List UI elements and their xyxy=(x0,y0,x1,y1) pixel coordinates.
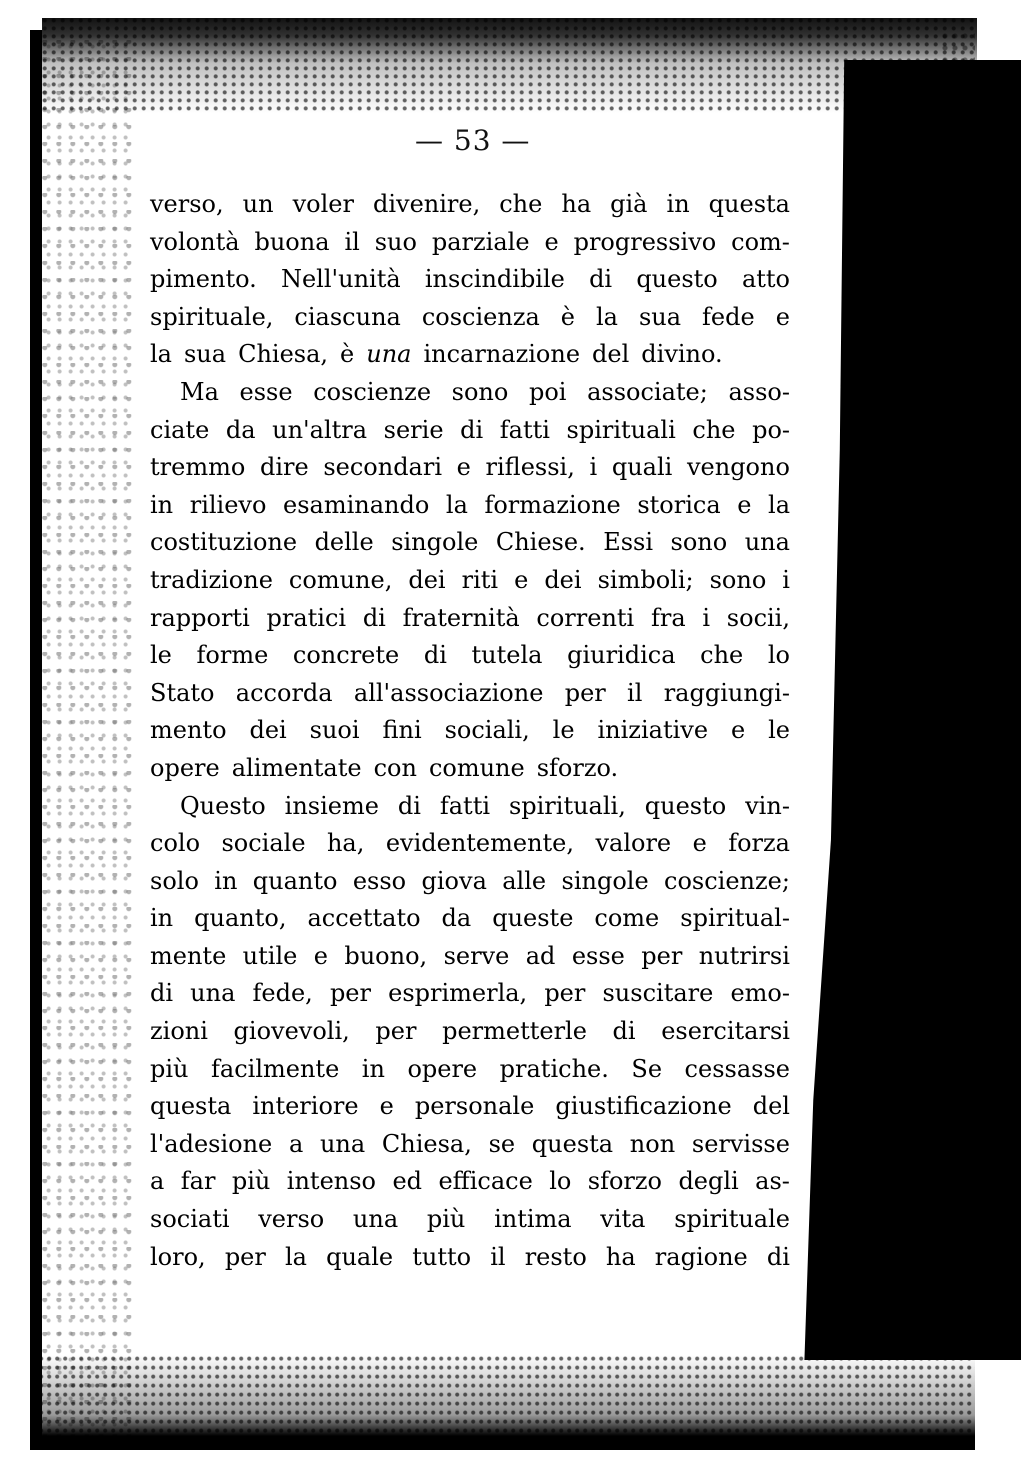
word: inscindibile xyxy=(424,265,565,294)
word: spirituale xyxy=(674,1205,790,1234)
word: lo xyxy=(549,1167,572,1196)
word: per xyxy=(329,979,371,1008)
word: riflessi, xyxy=(485,453,575,482)
word: da xyxy=(441,904,472,933)
word: Essi xyxy=(603,528,654,557)
word: che xyxy=(499,190,543,218)
word: quanto, xyxy=(194,904,287,933)
word: esse xyxy=(239,377,293,406)
word: costituzione xyxy=(150,528,298,557)
text-line xyxy=(150,1201,790,1239)
text-line xyxy=(150,449,790,487)
word: comune xyxy=(428,753,525,782)
word: che xyxy=(692,415,736,444)
word: riti xyxy=(461,565,499,594)
word: di xyxy=(766,1242,790,1271)
word: ed xyxy=(392,1167,423,1196)
word: mento xyxy=(150,716,227,745)
word: è xyxy=(340,340,355,369)
body-text xyxy=(150,186,790,1276)
word: dei xyxy=(249,716,287,745)
word: vengono xyxy=(686,453,790,482)
word: nutrirsi xyxy=(698,941,790,970)
word: dei xyxy=(408,565,446,594)
word: già xyxy=(610,190,648,218)
word: singole xyxy=(391,528,479,557)
word: questa xyxy=(150,1092,232,1121)
word: tremmo xyxy=(150,453,246,482)
text-line xyxy=(150,1013,790,1051)
word: per xyxy=(224,1242,266,1271)
word: la xyxy=(445,490,468,519)
word: sociali, xyxy=(444,716,530,745)
word: alimentate xyxy=(231,753,362,782)
italic-word: una xyxy=(366,340,412,369)
word: ha xyxy=(561,190,592,218)
word: serie xyxy=(383,415,444,444)
word: pratiche. xyxy=(499,1054,609,1083)
word: mente xyxy=(150,941,227,970)
word: iniziative xyxy=(597,716,709,745)
word: quale xyxy=(326,1242,394,1271)
word: spirituale, xyxy=(150,302,274,331)
word: poi xyxy=(528,377,567,406)
word: ciate xyxy=(150,415,210,444)
word: più xyxy=(150,1054,189,1083)
word: questa xyxy=(531,1129,614,1158)
word: permetterle xyxy=(442,1017,587,1046)
word: cessasse xyxy=(684,1054,790,1083)
word: per xyxy=(375,1017,417,1046)
word: comune, xyxy=(288,565,393,594)
word: i xyxy=(702,603,711,632)
word: verso, xyxy=(150,190,224,218)
word: la xyxy=(150,340,172,369)
word: un'altra xyxy=(272,415,368,444)
word: singole xyxy=(561,866,649,895)
word: forme xyxy=(196,641,269,670)
word: sono xyxy=(709,565,767,594)
word: le xyxy=(150,641,172,670)
word: progressivo xyxy=(573,227,717,256)
word: sono xyxy=(451,377,509,406)
word: fini xyxy=(382,716,422,745)
word: solo xyxy=(150,866,199,895)
word: la xyxy=(284,1242,307,1271)
word: interiore xyxy=(252,1092,359,1121)
word: alle xyxy=(502,866,547,895)
scan-shadow-left xyxy=(30,30,42,1450)
word: una xyxy=(352,1205,399,1234)
text-line xyxy=(150,1239,790,1277)
word: del xyxy=(752,1092,790,1121)
word: esse xyxy=(571,941,625,970)
word: per xyxy=(544,979,586,1008)
text-line xyxy=(150,1051,790,1089)
word: incarnazione xyxy=(423,340,581,369)
word: suo xyxy=(374,227,417,256)
word: pratici xyxy=(266,603,347,632)
scan-shadow-top xyxy=(42,18,977,113)
word: delle xyxy=(314,528,374,557)
word: è xyxy=(560,302,575,331)
word: coscienza xyxy=(421,302,540,331)
word: in xyxy=(666,190,690,218)
text-line xyxy=(150,675,790,713)
word: vita xyxy=(600,1205,646,1234)
word: e xyxy=(313,941,328,970)
word: as- xyxy=(755,1167,790,1196)
word: ciascuna xyxy=(294,302,401,331)
word: spirituali, xyxy=(508,791,626,820)
word: di xyxy=(423,641,447,670)
word: e xyxy=(514,565,529,594)
text-line xyxy=(150,261,790,299)
word: divino. xyxy=(641,340,723,369)
word: più xyxy=(231,1167,271,1196)
word: tutela xyxy=(471,641,543,670)
word: e xyxy=(737,490,752,519)
word: pimento. xyxy=(150,265,257,294)
text-line xyxy=(150,224,790,262)
word: loro, xyxy=(150,1242,206,1271)
word: fede xyxy=(702,302,755,331)
word: le xyxy=(768,716,790,745)
word: giustificazione xyxy=(555,1092,732,1121)
word: raggiungi- xyxy=(663,678,790,707)
scan-shadow-bottom xyxy=(30,1355,975,1450)
word: ad xyxy=(525,941,556,970)
word: Stato xyxy=(150,678,215,707)
scan-shadow-right xyxy=(800,60,1021,1360)
word: lo xyxy=(767,641,790,670)
word: il xyxy=(627,678,643,707)
word: come xyxy=(594,904,660,933)
word: zioni xyxy=(150,1017,208,1046)
word: far xyxy=(180,1167,216,1196)
word: parziale xyxy=(431,227,530,256)
word: accorda xyxy=(235,678,333,707)
text-line xyxy=(150,750,790,788)
text-line xyxy=(150,374,790,412)
word: esprimerla, xyxy=(388,979,528,1008)
word: buono, xyxy=(344,941,428,970)
word: i xyxy=(589,453,598,482)
word: dire xyxy=(259,453,309,482)
word: intenso xyxy=(286,1167,376,1196)
word: Chiesa, xyxy=(238,340,329,369)
word: esercitarsi xyxy=(661,1017,790,1046)
word: ha, xyxy=(326,829,365,858)
word: di xyxy=(150,979,174,1008)
word: il xyxy=(344,227,360,256)
word: le xyxy=(552,716,575,745)
word: accettato xyxy=(307,904,421,933)
word: tradizione xyxy=(150,565,273,594)
word: in xyxy=(361,1054,385,1083)
word: Nell'unità xyxy=(280,265,401,294)
word: e xyxy=(692,829,707,858)
word: buona xyxy=(254,227,330,256)
word: e xyxy=(544,227,559,256)
word: sforzo xyxy=(587,1167,662,1196)
text-line xyxy=(150,1088,790,1126)
word: i xyxy=(782,565,790,594)
word: un xyxy=(242,190,274,218)
text-line xyxy=(150,788,790,826)
word: di xyxy=(460,415,484,444)
word: da xyxy=(225,415,256,444)
word: a xyxy=(288,1129,304,1158)
word: se xyxy=(488,1129,516,1158)
word: giuridica xyxy=(567,641,676,670)
word: simboli; xyxy=(597,565,694,594)
word: sociati xyxy=(150,1205,230,1234)
word: opere xyxy=(150,753,220,782)
word: fede, xyxy=(252,979,313,1008)
word: e xyxy=(456,453,471,482)
text-line xyxy=(150,524,790,562)
word: Se xyxy=(631,1054,663,1083)
word: fraternità xyxy=(402,603,520,632)
word: sua xyxy=(638,302,682,331)
word: quanto xyxy=(252,866,338,895)
word: con xyxy=(373,753,417,782)
word: personale xyxy=(414,1092,535,1121)
word: e xyxy=(775,302,790,331)
word: per xyxy=(641,941,683,970)
scan-speckle-right xyxy=(940,30,975,730)
word: una xyxy=(744,528,790,557)
word: esaminando xyxy=(283,490,430,519)
text-line xyxy=(150,186,790,224)
word: tutto xyxy=(412,1242,472,1271)
word: atto xyxy=(741,265,790,294)
word: concrete xyxy=(292,641,400,670)
text-line xyxy=(150,938,790,976)
scan-speckle-left xyxy=(42,40,132,1450)
word: fra xyxy=(650,603,686,632)
word: di xyxy=(612,1017,636,1046)
word: divenire, xyxy=(372,190,481,218)
word: evidentemente, xyxy=(385,829,575,858)
word: di xyxy=(362,603,386,632)
word: del xyxy=(592,340,630,369)
word: in xyxy=(150,904,174,933)
word: sociale xyxy=(221,829,306,858)
word: coscienze xyxy=(313,377,432,406)
text-line xyxy=(150,299,790,337)
word: correnti xyxy=(536,603,635,632)
word: Chiesa, xyxy=(381,1129,472,1158)
word: formazione xyxy=(484,490,621,519)
word: efficace xyxy=(438,1167,533,1196)
word: Ma xyxy=(180,377,219,406)
word: Chiese. xyxy=(495,528,586,557)
word: Questo xyxy=(180,791,266,820)
word: suoi xyxy=(309,716,360,745)
word: per xyxy=(564,678,606,707)
word: suscitare xyxy=(602,979,714,1008)
text-line xyxy=(150,1163,790,1201)
word: serve xyxy=(443,941,510,970)
text-line xyxy=(150,712,790,750)
text-line xyxy=(150,562,790,600)
word: di xyxy=(397,791,421,820)
word: e xyxy=(730,716,746,745)
word: fatti xyxy=(499,415,550,444)
word: questa xyxy=(708,190,790,218)
word: esso xyxy=(352,866,407,895)
text-line xyxy=(150,600,790,638)
word: il xyxy=(490,1242,506,1271)
word: questo xyxy=(644,791,727,820)
text-line xyxy=(150,825,790,863)
word: storica xyxy=(637,490,721,519)
word: l'adesione xyxy=(150,1129,273,1158)
text-line xyxy=(150,1126,790,1164)
page-number: — 53 — xyxy=(415,124,531,157)
word: sua xyxy=(183,340,227,369)
word: in xyxy=(150,490,174,519)
word: com- xyxy=(731,227,790,256)
word: fatti xyxy=(439,791,491,820)
word: intima xyxy=(494,1205,572,1234)
word: voler xyxy=(292,190,354,218)
word: utile xyxy=(242,941,298,970)
word: spiritual- xyxy=(680,904,790,933)
word: secondari xyxy=(323,453,443,482)
word: servisse xyxy=(691,1129,790,1158)
word: in xyxy=(214,866,238,895)
word: ragione xyxy=(654,1242,748,1271)
word: vin- xyxy=(745,791,790,820)
word: non xyxy=(629,1129,676,1158)
word: questo xyxy=(636,265,718,294)
word: una xyxy=(319,1129,366,1158)
word: spirituali xyxy=(566,415,676,444)
word: più xyxy=(426,1205,466,1234)
word: a xyxy=(150,1167,165,1196)
word: emo- xyxy=(730,979,790,1008)
word: la xyxy=(768,490,790,519)
word: giova xyxy=(421,866,487,895)
text-line xyxy=(150,863,790,901)
text-line xyxy=(150,336,790,374)
text-line xyxy=(150,637,790,675)
word: di xyxy=(589,265,613,294)
word: queste xyxy=(492,904,574,933)
word: sforzo. xyxy=(536,753,619,782)
word: giovevoli, xyxy=(233,1017,350,1046)
word: coscienze; xyxy=(664,866,790,895)
word: socii, xyxy=(726,603,790,632)
text-line xyxy=(150,412,790,450)
word: colo xyxy=(150,829,201,858)
word: sono xyxy=(670,528,728,557)
word: quali xyxy=(611,453,673,482)
word: opere xyxy=(407,1054,478,1083)
word: insieme xyxy=(284,791,379,820)
word: che xyxy=(700,641,744,670)
word: resto xyxy=(524,1242,587,1271)
word: forza xyxy=(728,829,790,858)
word: e xyxy=(379,1092,394,1121)
word: all'associazione xyxy=(353,678,544,707)
word: dei xyxy=(544,565,582,594)
word: rilievo xyxy=(189,490,267,519)
word: volontà xyxy=(150,227,240,256)
word: facilmente xyxy=(211,1054,340,1083)
word: rapporti xyxy=(150,603,250,632)
word: valore xyxy=(595,829,672,858)
word: degli xyxy=(678,1167,739,1196)
word: po- xyxy=(752,415,790,444)
word: la xyxy=(595,302,618,331)
word: associate; xyxy=(587,377,708,406)
text-line xyxy=(150,487,790,525)
text-line xyxy=(150,975,790,1013)
word: ha xyxy=(605,1242,636,1271)
word: asso- xyxy=(728,377,790,406)
text-line xyxy=(150,900,790,938)
word: una xyxy=(190,979,236,1008)
word: verso xyxy=(258,1205,325,1234)
